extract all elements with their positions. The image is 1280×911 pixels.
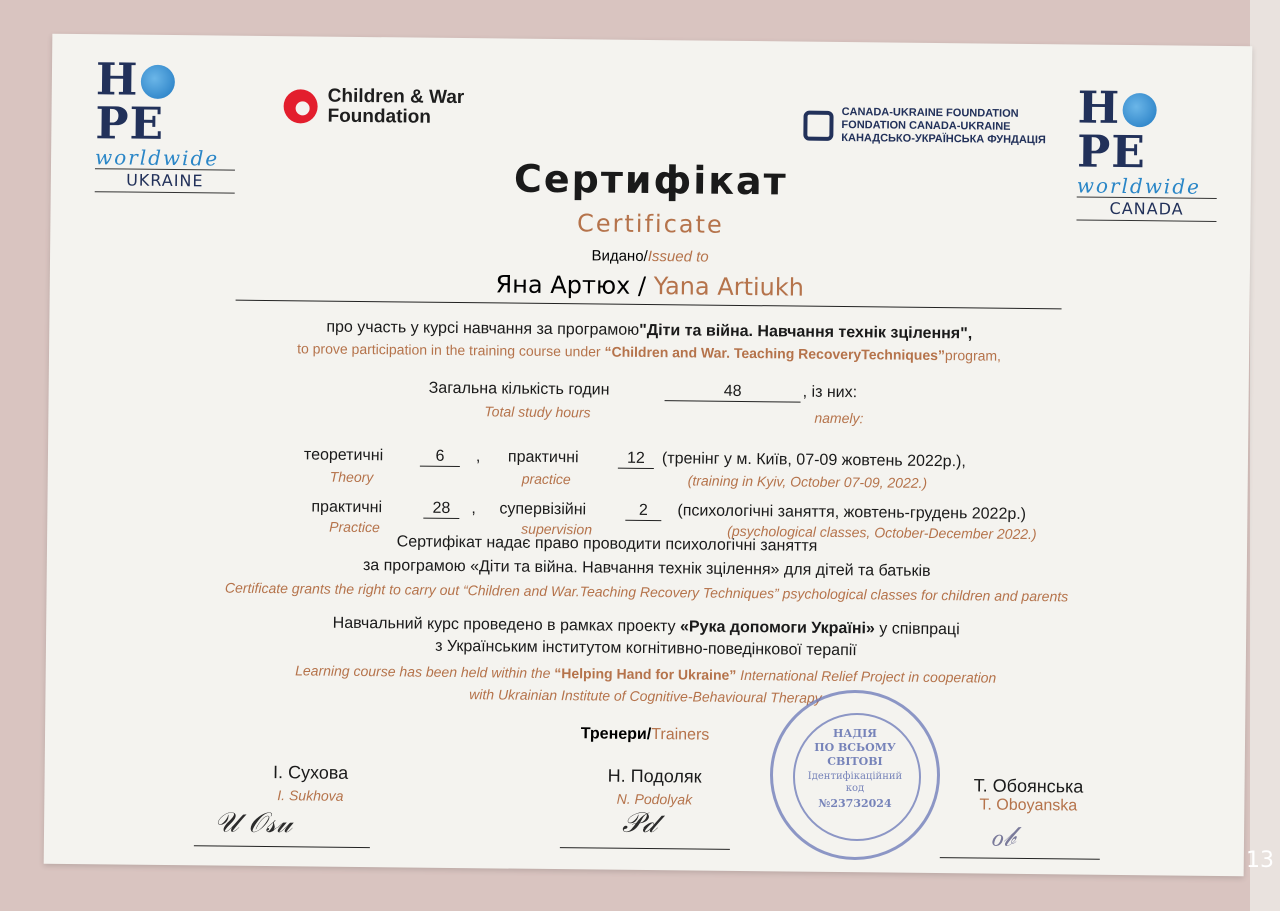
course-en-name: “Children and War. Teaching RecoveryTechniques” [604, 343, 946, 364]
trainers-label-ua: Тренери/ [580, 725, 652, 744]
hope-canada-tagline: worldwide [1076, 173, 1202, 199]
supervision-label: супервізійні [499, 500, 587, 519]
certificate-sheet [44, 34, 1253, 877]
practice2-label: практичні [311, 498, 383, 517]
children-war-logo [283, 86, 464, 128]
practice-en: practice [521, 470, 571, 488]
trainer-1-ua: І. Сухова [272, 762, 349, 783]
certificate-subtitle: Certificate [576, 209, 724, 239]
signature-line-1 [194, 845, 370, 848]
of-them-en: namely: [814, 409, 864, 427]
issued-ua: Видано/ [591, 247, 648, 265]
course-ua-name: "Діти та війна. Навчання технік зцілення", [639, 321, 973, 343]
signature-2: 𝒫𝒹 [621, 805, 657, 840]
theory-en: Theory [329, 468, 374, 486]
supervision-value: 2 [625, 502, 661, 521]
page-number: 13 [1246, 848, 1274, 873]
project-ua2: з Українським інститутом когнітивно-поведінкової терапії [435, 637, 857, 660]
grant-ua1: Сертифікат надає право проводити психологічні заняття [396, 533, 818, 555]
practice2-en: Practice [329, 518, 380, 536]
recipient-en: Yana Artiukh [653, 272, 805, 302]
signature-3: ℴ𝒷 [989, 819, 1016, 853]
grant-ua2: за програмою «Діти та війна. Навчання технік зцілення» для дітей та батьків [362, 557, 931, 580]
stamp-l5: код [845, 783, 865, 794]
training-note-en: (training in Kyiv, October 07-09, 2022.) [687, 472, 928, 491]
trainer-2-en: N. Podolyak [616, 790, 693, 808]
signature-line-2 [560, 847, 730, 850]
practice2-value: 28 [423, 500, 459, 519]
stamp-l4: Ідентифікаційний [807, 771, 903, 782]
of-them-label: , із них: [802, 383, 858, 402]
course-en-suffix: program, [944, 347, 1002, 364]
hope-ukraine-logo: HPE worldwide UKRAINE [95, 58, 236, 193]
total-hours-label: Загальна кількість годин [428, 379, 610, 399]
theory-value: 6 [420, 448, 460, 467]
trainer-3-en: T. Oboyanska [979, 796, 1078, 815]
signature-line-3 [940, 857, 1100, 860]
certificate-title: Сертифікат [513, 156, 788, 204]
supervision-en: supervision [521, 520, 593, 538]
comma: , [475, 448, 481, 466]
stamp-l1: НАДІЯ [833, 727, 877, 740]
cw-line1: Children & War [327, 85, 465, 109]
globe-icon [140, 65, 174, 99]
stamp-l3: СВІТОВІ [827, 755, 883, 768]
hope-country: UKRAINE [95, 168, 235, 193]
hope-tagline: worldwide [94, 145, 220, 171]
trainer-2-ua: Н. Подоляк [607, 765, 702, 787]
trainers-heading [45, 720, 1245, 751]
background-strip [1250, 0, 1280, 911]
practice-value: 12 [618, 450, 654, 469]
recipient-ua: Яна Артюх / [495, 270, 647, 300]
project-en1-pre: Learning course has been held within the [295, 662, 551, 681]
cuf-line3: КАНАДСЬКО-УКРАЇНСЬКА ФУНДАЦІЯ [841, 132, 1046, 147]
theory-label: теоретичні [303, 446, 384, 465]
training-note: (тренінг у м. Київ, 07-09 жовтень 2022р.), [661, 450, 966, 471]
practice-label: практичні [507, 448, 579, 467]
project-en1-bold: “Helping Hand for Ukraine” [554, 665, 737, 683]
project-ua1-bold: «Рука допомоги Україні» [679, 618, 875, 638]
recipient-name [50, 266, 1250, 307]
psych-note-en: (psychological classes, October-December 2022.) [727, 522, 1037, 543]
course-ua-prefix: про участь у курсі навчання за програмою [326, 318, 640, 339]
children-war-mark-icon [283, 89, 317, 123]
grant-en: Certificate grants the right to carry out “Children and War.Teaching Recovery Techniques” psychological classes for children and parents [224, 579, 1069, 605]
course-en-prefix: to prove participation in the training course under [297, 340, 601, 360]
cw-line2: Foundation [327, 105, 432, 128]
cuf-line1: CANADA-UKRAINE FOUNDATION [841, 106, 1019, 120]
signature-1: 𝒰 𝒪𝓈𝓊 [213, 805, 293, 840]
project-ua1-post: у співпраці [879, 620, 960, 639]
globe-icon [1122, 93, 1156, 127]
project-en2: with Ukrainian Institute of Cognitive-Behavioural Therapy [469, 686, 822, 706]
trainer-3-ua: Т. Обоянська [973, 775, 1084, 797]
total-hours-en: Total study hours [484, 403, 591, 421]
issued-en: Issued to [647, 247, 709, 266]
project-ua1-pre: Навчальний курс проведено в рамках проекту [332, 614, 676, 636]
project-en1-post: International Relief Project in cooperation [740, 666, 997, 686]
trainer-1-en: I. Sukhova [277, 787, 344, 804]
canada-ukraine-foundation-logo [803, 106, 1046, 148]
trainer-1 [240, 762, 380, 804]
cuf-line2: FONDATION CANADA-UKRAINE [841, 119, 1011, 133]
trainers-label-en: Trainers [651, 726, 710, 744]
stamp-l2: ПО ВСЬОМУ [814, 741, 896, 754]
stamp-l6: №23732024 [818, 797, 892, 810]
trainer-3 [948, 775, 1108, 816]
comma2: , [471, 500, 476, 518]
total-hours-value: 48 [665, 382, 801, 402]
cuf-mark-icon [803, 110, 833, 140]
hope-canada-country: CANADA [1076, 196, 1216, 221]
official-stamp [770, 690, 940, 860]
hope-canada-logo: HPE worldwide CANADA [1076, 86, 1217, 221]
psych-note: (психологічні заняття, жовтень-грудень 2022р.) [677, 502, 1027, 523]
trainer-2 [574, 765, 734, 808]
